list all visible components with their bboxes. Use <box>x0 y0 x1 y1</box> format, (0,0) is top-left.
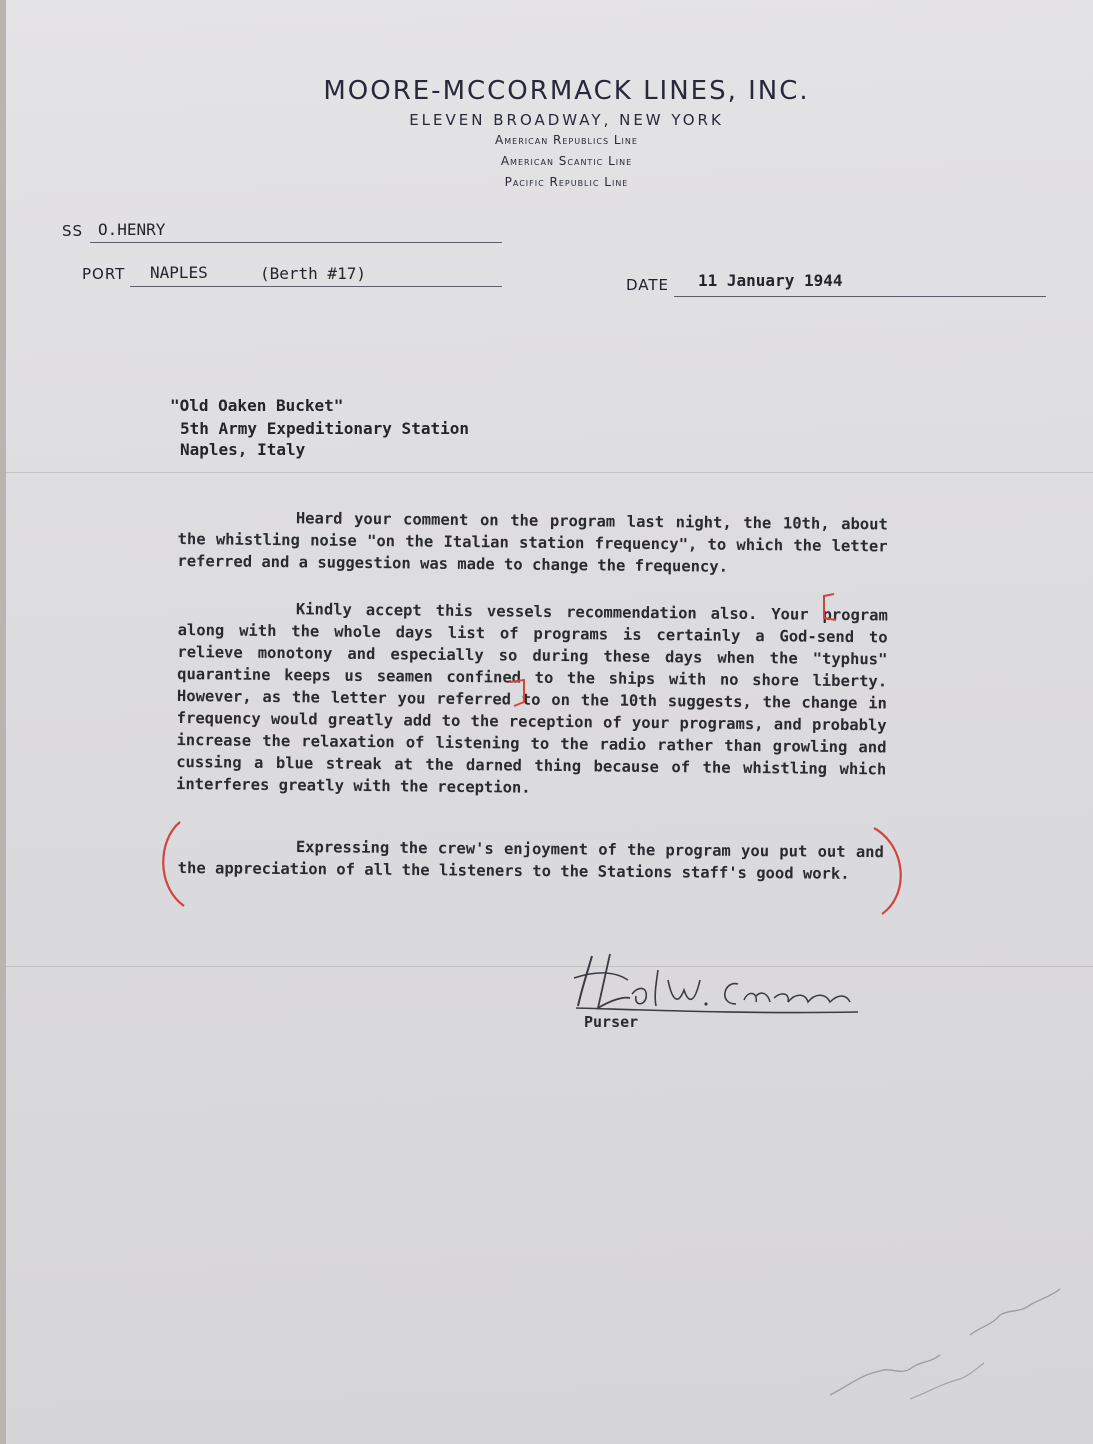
letterhead-company: MOORE-MCCORMACK LINES, INC. <box>323 76 810 106</box>
body-paragraph <box>178 835 884 885</box>
ship-name: O.HENRY <box>98 220 166 239</box>
red-paren-mark <box>866 824 914 920</box>
handwritten-signature <box>568 950 864 1020</box>
berth-number: (Berth #17) <box>260 264 366 283</box>
recipient-line: 5th Army Expeditionary Station <box>180 419 469 438</box>
port-label: PORT <box>82 265 126 283</box>
body-paragraph-text: Expressing the crew's enjoyment of the program you put out and the appreciation of all the listeners to the Stations staff's good work. <box>177 838 884 883</box>
letterhead-line: Pacific Republic Line <box>504 175 629 189</box>
ship-label: SS <box>62 222 84 240</box>
body-paragraph-text: Kindly accept this vessels recommendation also. Your program along with the whole days list of programs is certainly a God-send to relieve monotony and especially so during these days when the "typhus" quarantine keeps us seamen confined to the ships with no shore liberty. However, as the letter you referred to on the 10th suggests, the change in frequency would greatly add to the reception of your programs, and probably increase the relaxation of listening to the radio rather than growling and cussing a blue streak at the darned thing because of the whistling which interferes greatly with the reception. <box>175 600 888 797</box>
red-bracket-mark <box>812 590 842 624</box>
letterhead-line: American Scantic Line <box>500 154 633 168</box>
red-paren-mark <box>150 818 192 912</box>
letterhead-address: ELEVEN BROADWAY, NEW YORK <box>409 111 724 129</box>
port-name: NAPLES <box>150 263 208 282</box>
letter-date: 11 January 1944 <box>698 271 843 290</box>
recipient-line: "Old Oaken Bucket" <box>170 396 344 415</box>
port-rule <box>130 286 502 287</box>
body-paragraph <box>177 506 888 579</box>
pencil-notation <box>820 1275 1070 1405</box>
ship-rule <box>90 242 502 243</box>
fold-line <box>6 966 1093 967</box>
red-bracket-mark <box>506 676 534 710</box>
date-label: DATE <box>626 276 670 294</box>
letterhead-line: American Republics Line <box>495 133 638 147</box>
fold-line <box>6 472 1093 473</box>
body-paragraph-text: Heard your comment on the program last night, the 10th, about the whistling noise "on the Italian station frequency", to which the letter referred and a suggestion was made to change the frequency. <box>177 509 888 576</box>
date-rule <box>674 296 1046 297</box>
recipient-line: Naples, Italy <box>180 440 306 459</box>
signature-title: Purser <box>584 1013 639 1031</box>
